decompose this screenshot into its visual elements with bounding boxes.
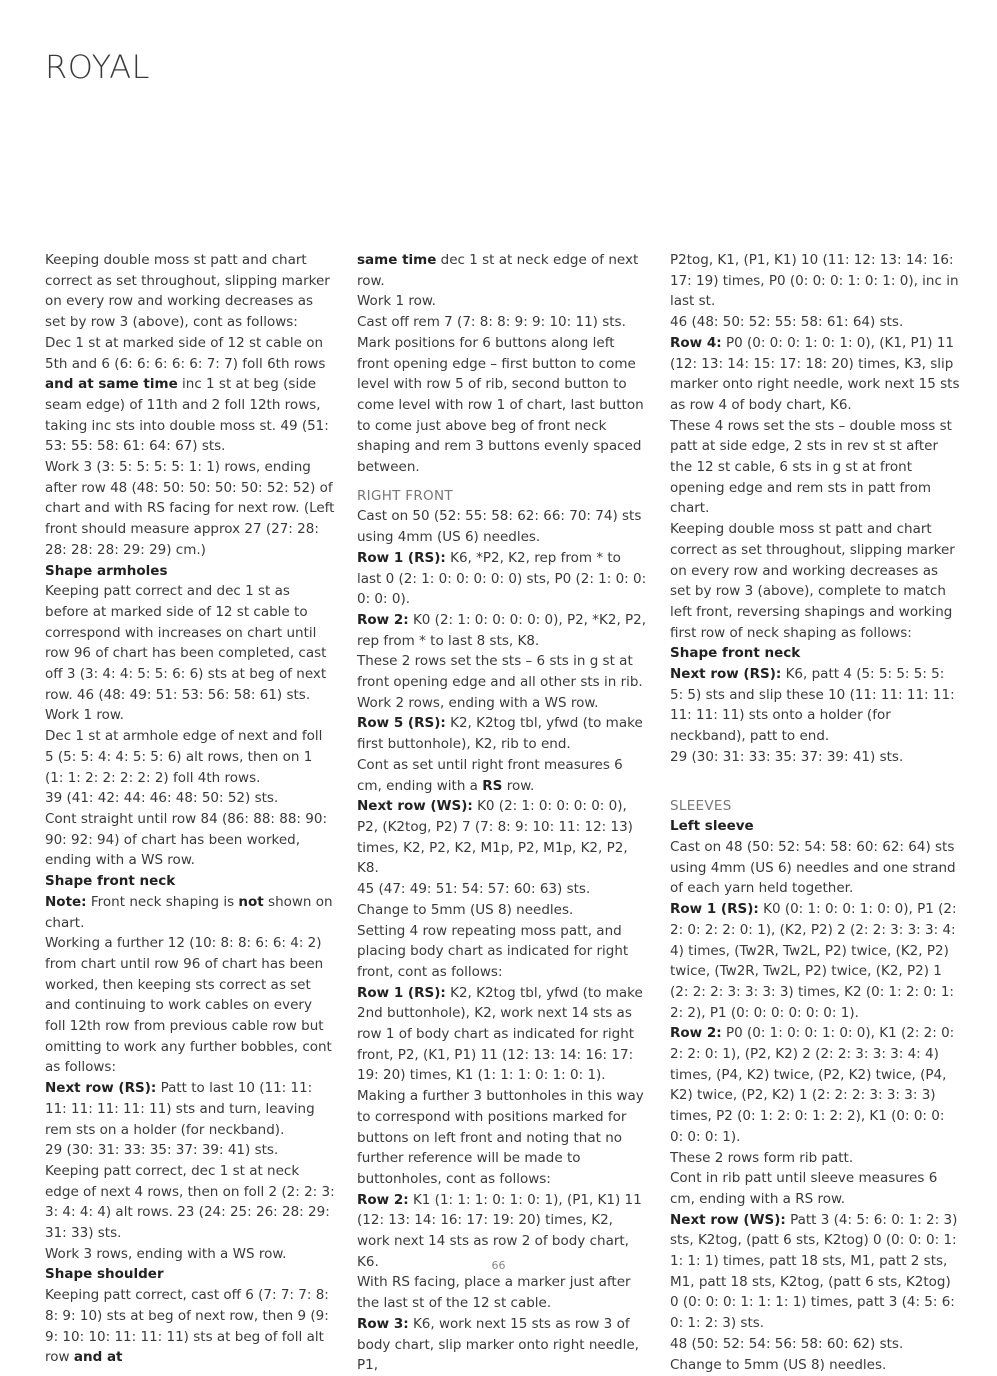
- section-title: SLEEVES: [670, 797, 732, 814]
- paragraph: [45, 1285, 335, 1368]
- row-label: Row 4:: [670, 334, 722, 351]
- text-run: Patt to last 10 (11: 11: 11: 11: 11: 11: 11) sts and turn, leaving rem sts on a holder (for neckband).: [45, 1080, 315, 1138]
- paragraph: Working a further 12 (10: 8: 8: 6: 6: 4: 2) from chart until row 96 of chart has been worked, then keeping sts correct as set and continuing to work cables on every foll 12th row from previous cable row but omitting to work any further bobbles, cont as follows:: [45, 935, 332, 1076]
- section-heading: Shape front neck: [45, 873, 176, 890]
- paragraph: [357, 755, 647, 796]
- text-run: K0 (2: 1: 0: 0: 0: 0: 0), P2, (K2tog, P2) 7 (7: 8: 9: 10: 11: 12: 13) times, K2, P2, K2, M1p, P2, M1p, K2, P2, K8.: [357, 798, 633, 877]
- text-run: shown on chart.: [45, 893, 333, 931]
- row-label: Row 5 (RS):: [357, 715, 446, 732]
- paragraph: With RS facing, place a marker just after the last st of the 12 st cable.: [357, 1274, 631, 1312]
- section-heading: Shape shoulder: [45, 1266, 164, 1283]
- text-run: K6, *P2, K2, rep from * to last 0 (2: 1: 0: 0: 0: 0: 0) sts, P0 (2: 1: 0: 0: 0: 0: 0).: [357, 549, 647, 608]
- paragraph: [45, 333, 335, 457]
- text-run: Cont as set until right front measures 6 cm, ending with a: [357, 756, 623, 794]
- paragraph: 39 (41: 42: 44: 46: 48: 50: 52) sts.: [45, 790, 279, 807]
- paragraph: Cast on 48 (50: 52: 54: 58: 60: 62: 64) sts using 4mm (US 6) needles and one strand of each yarn held together.: [670, 838, 956, 897]
- text-run: K6, work next 15 sts as row 3 of body chart, slip marker onto right needle, P1,: [357, 1315, 639, 1374]
- paragraph: Work 2 rows, ending with a WS row.: [357, 694, 599, 711]
- paragraph: [670, 664, 960, 747]
- text-run: K2, K2tog tbl, yfwd (to make first buttonhole), K2, rib to end.: [357, 715, 643, 753]
- paragraph: [670, 333, 960, 416]
- paragraph: Cont in rib patt until sleeve measures 6 cm, ending with a RS row.: [670, 1170, 938, 1207]
- paragraph: Keeping double moss st patt and chart correct as set throughout, slipping marker on every row and working decreases as set by row 3 (above), cont as follows:: [45, 252, 330, 331]
- text-run: row.: [506, 777, 535, 794]
- page-title: ROYAL: [45, 48, 150, 86]
- row-label: Next row (RS):: [670, 666, 782, 683]
- text-run: Patt 3 (4: 5: 6: 0: 1: 2: 3) sts, K2tog, (patt 6 sts, K2tog) 0 (0: 0: 0: 1: 1: 1: 1) times, patt 18 sts, M1, patt 2 sts, M1, patt 18 sts, K2tog, (patt 6 sts, K2tog) 0 (0: 0: 0: 1: 1: 1: 1) times, patt 3 (4: 5: 6: 0: 1: 2: 3) sts.: [670, 1211, 958, 1332]
- row-label: Next row (RS):: [45, 1080, 157, 1097]
- page-number: 66: [491, 1259, 506, 1272]
- text-run: K6, patt 4 (5: 5: 5: 5: 5: 5: 5) sts and slip these 10 (11: 11: 11: 11: 11: 11: 11) sts onto a holder (for neckband), patt to end.: [670, 666, 955, 745]
- paragraph: Cast on 50 (52: 55: 58: 62: 66: 70: 74) sts using 4mm (US 6) needles.: [357, 508, 642, 546]
- text-run: K1 (1: 1: 1: 0: 1: 0: 1), (P1, K1) 11 (12: 13: 14: 16: 17: 19: 20) times, K2, work next 14 sts as row 2 of body chart, K6.: [357, 1191, 642, 1270]
- paragraph: Keeping double moss st patt and chart correct as set throughout, slipping marker on every row and working decreases as set by row 3 (above), complete to match left front, reversing shapings and working first row of neck shaping as follows:: [670, 521, 955, 641]
- paragraph: [357, 548, 647, 610]
- paragraph: [45, 1078, 335, 1140]
- paragraph: Change to 5mm (US 8) needles.: [670, 1356, 887, 1373]
- note-label: Note:: [45, 893, 87, 910]
- paragraph: [670, 899, 960, 1023]
- paragraph: 29 (30: 31: 33: 35: 37: 39: 41) sts.: [670, 748, 904, 765]
- row-label: Row 2:: [357, 611, 409, 628]
- paragraph: These 2 rows form rib patt.: [670, 1149, 854, 1166]
- section-heading: Shape front neck: [670, 645, 801, 662]
- row-label: Row 3:: [357, 1315, 409, 1332]
- emphasis: RS: [482, 777, 503, 794]
- paragraph: Mark positions for 6 buttons along left front opening edge – first button to come level with row 5 of rib, second button to come level with row 1 of chart, last button to come just above beg of front neck shaping and rem 3 buttons evenly spaced between.: [357, 334, 644, 476]
- paragraph: Making a further 3 buttonholes in this way to correspond with positions marked for buttons on left front and noting that no further reference will be made to buttonholes, cont as follows:: [357, 1088, 644, 1187]
- paragraph: Cast off rem 7 (7: 8: 8: 9: 9: 10: 11) sts.: [357, 314, 626, 331]
- paragraph: Setting 4 row repeating moss patt, and placing body chart as indicated for right front, cont as follows:: [357, 922, 629, 980]
- row-label: Row 2:: [670, 1025, 722, 1042]
- paragraph: [357, 1314, 647, 1376]
- paragraph: [357, 250, 647, 291]
- text-column-3: [670, 250, 960, 1375]
- paragraph: 45 (47: 49: 51: 54: 57: 60: 63) sts.: [357, 881, 591, 898]
- spacer: [670, 768, 960, 788]
- text-run: Front neck shaping is: [90, 893, 235, 910]
- paragraph: Work 3 rows, ending with a WS row.: [45, 1245, 287, 1262]
- row-label: Row 2:: [357, 1191, 409, 1208]
- text-run: K2, K2tog tbl, yfwd (to make 2nd buttonhole), K2, work next 14 sts as row 1 of body chart as indicated for right front, P2, (K1, P1) 11 (12: 13: 14: 16: 17: 19: 20) times, K1 (1: 1: 1: 0: 1: 0: 1).: [357, 984, 643, 1084]
- row-label: Next row (WS):: [357, 798, 473, 815]
- paragraph: [357, 713, 647, 754]
- paragraph: Work 3 (3: 5: 5: 5: 5: 1: 1) rows, ending after row 48 (48: 50: 50: 50: 50: 52: 52) of chart and with RS facing for next row. (Left front should measure approx 27 (27: 28: 28: 28: 28: 29: 29) cm.): [45, 459, 335, 558]
- row-label: Row 1 (RS):: [357, 549, 446, 566]
- emphasis: and at: [73, 1349, 123, 1366]
- text-column-2: [357, 250, 647, 1376]
- paragraph: Cont straight until row 84 (86: 88: 88: 90: 90: 92: 94) of chart has been worked, ending with a WS row.: [45, 810, 327, 869]
- emphasis: not: [238, 893, 264, 910]
- emphasis: and at same time: [45, 376, 178, 393]
- paragraph: P2tog, K1, (P1, K1) 10 (11: 12: 13: 14: 16: 17: 19) times, P0 (0: 0: 0: 1: 0: 1: 0), inc in last st.: [670, 252, 959, 310]
- section-heading: Left sleeve: [670, 818, 754, 835]
- paragraph: These 2 rows set the sts – 6 sts in g st at front opening edge and all other sts in rib.: [357, 653, 643, 691]
- paragraph: 29 (30: 31: 33: 35: 37: 39: 41) sts.: [45, 1142, 279, 1159]
- row-label: Next row (WS):: [670, 1211, 786, 1228]
- paragraph: [45, 892, 335, 933]
- text-column-1: [45, 250, 335, 1368]
- paragraph: [357, 610, 647, 651]
- paragraph: Dec 1 st at armhole edge of next and foll 5 (5: 5: 4: 4: 5: 5: 6) alt rows, then on 1 (1: 1: 2: 2: 2: 2: 2) foll 4th rows.: [45, 728, 323, 786]
- emphasis: same time: [357, 252, 437, 268]
- paragraph: [357, 983, 647, 1087]
- text-run: P0 (0: 0: 0: 1: 0: 1: 0), (K1, P1) 11 (12: 13: 14: 15: 17: 18: 20) times, K3, slip marker onto right needle, work next 15 sts as row 4 of body chart, K6.: [670, 334, 960, 413]
- paragraph: 48 (50: 52: 54: 56: 58: 60: 62) sts.: [670, 1335, 904, 1352]
- text-run: dec 1 st at neck edge of next row.: [357, 252, 639, 289]
- row-label: Row 1 (RS):: [357, 984, 446, 1001]
- text-run: Keeping patt correct, cast off 6 (7: 7: 7: 8: 8: 9: 10) sts at beg of next row, then 9 (9: 9: 10: 10: 11: 11: 11) sts at beg of foll alt row: [45, 1287, 329, 1366]
- text-run: Dec 1 st at marked side of 12 st cable on 5th and 6 (6: 6: 6: 6: 6: 7: 7) foll 6th rows: [45, 334, 326, 372]
- paragraph: Keeping patt correct, dec 1 st at neck edge of next 4 rows, then on foll 2 (2: 2: 3: 3: 4: 4: 4) alt rows. 23 (24: 25: 26: 28: 29: 31: 33) sts.: [45, 1162, 335, 1242]
- text-run: K0 (0: 1: 0: 0: 1: 0: 0), P1 (2: 2: 0: 2: 2: 0: 1), (K2, P2) 2 (2: 2: 3: 3: 3: 4: 4) times, (Tw2R, Tw2L, P2) twice, (K2, P2) twice, (Tw2R, Tw2L, P2) twice, (K2, P2) 1 (2: 2: 2: 3: 3: 3: 3) times, K2 (0: 1: 2: 0: 1: 2: 2), P1 (0: 0: 0: 0: 0: 0: 1).: [670, 901, 957, 1021]
- text-run: inc 1 st at beg (side seam edge) of 11th and 2 foll 12th rows, taking inc sts into double moss st. 49 (51: 53: 55: 58: 61: 64: 67) sts.: [45, 376, 329, 455]
- paragraph: 46 (48: 50: 52: 55: 58: 61: 64) sts.: [670, 314, 904, 331]
- text-run: K0 (2: 1: 0: 0: 0: 0: 0), P2, *K2, P2, rep from * to last 8 sts, K8.: [357, 611, 647, 649]
- paragraph: Work 1 row.: [45, 707, 124, 724]
- paragraph: [357, 796, 647, 879]
- text-run: P0 (0: 1: 0: 0: 1: 0: 0), K1 (2: 2: 0: 2: 2: 0: 1), (P2, K2) 2 (2: 2: 3: 3: 3: 4: 4) times, (P4, K2) twice, (P2, K2) twice, (P4, K2) twice, (P2, K2) 1 (2: 2: 2: 3: 3: 3: 3) times, P2 (0: 1: 2: 0: 1: 2: 2), K1 (0: 0: 0: 0: 0: 0: 1).: [670, 1025, 955, 1145]
- section-title: RIGHT FRONT: [357, 487, 453, 504]
- paragraph: Work 1 row.: [357, 293, 436, 310]
- paragraph: [670, 1023, 960, 1147]
- paragraph: Keeping patt correct and dec 1 st as before at marked side of 12 st cable to correspond with increases on chart until row 96 of chart has been completed, cast off 3 (3: 4: 4: 5: 5: 6: 6) sts at beg of next row. 46 (48: 49: 51: 53: 56: 58: 61) sts.: [45, 583, 327, 703]
- row-label: Row 1 (RS):: [670, 901, 759, 918]
- paragraph: Change to 5mm (US 8) needles.: [357, 901, 574, 918]
- paragraph: These 4 rows set the sts – double moss st patt at side edge, 2 sts in rev st st after the 12 st cable, 6 sts in g st at front opening edge and rem sts in patt from chart.: [670, 417, 952, 517]
- section-heading: Shape armholes: [45, 562, 168, 579]
